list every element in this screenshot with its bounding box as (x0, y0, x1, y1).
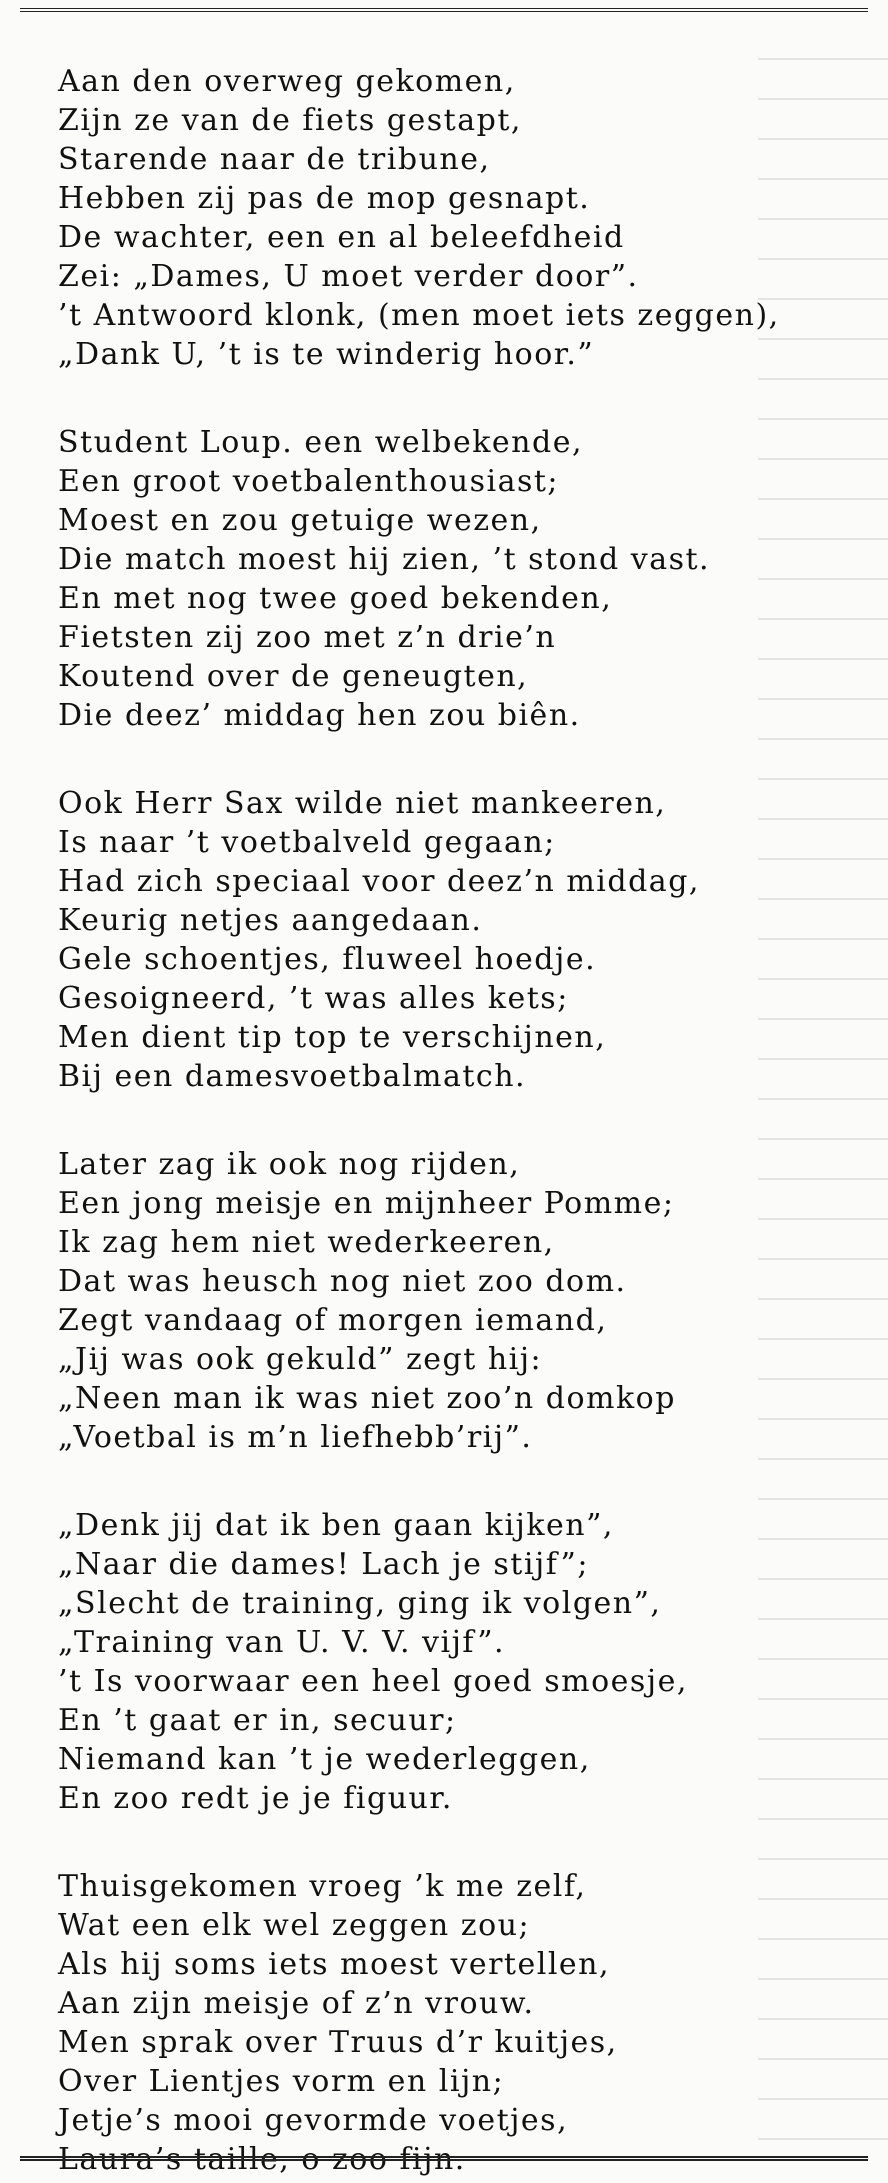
poem-line: „Denk jij dat ik ben gaan kijken”, (58, 1508, 614, 1543)
poem-line: Gesoigneerd, ’t was alles kets; (58, 981, 569, 1016)
poem-line: Moest en zou getuige wezen, (58, 503, 542, 538)
poem-line: Wat een elk wel zeggen zou; (58, 1908, 531, 1943)
poem-line: Jetje’s mooi gevormde voetjes, (58, 2103, 569, 2138)
poem-line: Aan den overweg gekomen, (58, 64, 516, 99)
poem-line: Een groot voetbalenthousiast; (58, 464, 560, 499)
poem-line: Aan zijn meisje of z’n vrouw. (58, 1986, 535, 2021)
poem-line: Hebben zij pas de mop gesnapt. (58, 181, 591, 216)
poem-line: Men dient tip top te verschijnen, (58, 1020, 607, 1055)
stanza (58, 1506, 858, 1818)
stanza (58, 423, 858, 735)
poem-line: „Neen man ik was niet zoo’n domkop (58, 1381, 676, 1416)
stanza (58, 1867, 858, 2179)
poem-line: „Training van U. V. V. vijf”. (58, 1625, 506, 1660)
poem-line: Later zag ik ook nog rijden, (58, 1147, 521, 1182)
poem (58, 62, 858, 2179)
poem-line: Gele schoentjes, fluweel hoedje. (58, 942, 597, 977)
stanza (58, 62, 858, 374)
poem-line: Bij een damesvoetbalmatch. (58, 1059, 527, 1094)
stanza (58, 1145, 858, 1457)
poem-line: Als hij soms iets moest vertellen, (58, 1947, 611, 1982)
poem-line: Over Lientjes vorm en lijn; (58, 2064, 505, 2099)
poem-line: „Dank U, ’t is te winderig hoor.” (58, 337, 595, 372)
poem-line: Student Loup. een welbekende, (58, 425, 583, 460)
poem-line: Is naar ’t voetbalveld gegaan; (58, 825, 556, 860)
poem-line: Niemand kan ’t je wederleggen, (58, 1742, 591, 1777)
poem-line: En met nog twee goed bekenden, (58, 581, 613, 616)
poem-line: „Jij was ook gekuld” zegt hij: (58, 1342, 543, 1377)
poem-line: Laura’s taille, o zoo fijn. (58, 2142, 466, 2177)
poem-line: En ’t gaat er in, secuur; (58, 1703, 457, 1738)
poem-line: „Slecht de training, ging ik volgen”, (58, 1586, 662, 1621)
poem-line: Starende naar de tribune, (58, 142, 491, 177)
poem-line: De wachter, een en al beleefdheid (58, 220, 625, 255)
poem-line: Dat was heusch nog niet zoo dom. (58, 1264, 627, 1299)
poem-line: ’t Antwoord klonk, (men moet iets zeggen), (58, 298, 780, 333)
poem-line: En zoo redt je je figuur. (58, 1781, 453, 1816)
poem-line: Koutend over de geneugten, (58, 659, 529, 694)
top-rule (20, 8, 868, 12)
poem-line: Men sprak over Truus d’r kuitjes, (58, 2025, 618, 2060)
poem-line: ’t Is voorwaar een heel goed smoesje, (58, 1664, 688, 1699)
poem-line: Zijn ze van de fiets gestapt, (58, 103, 522, 138)
bottom-rule (20, 2156, 868, 2161)
poem-line: Zei: „Dames, U moet verder door”. (58, 259, 639, 294)
poem-line: „Naar die dames! Lach je stijf”; (58, 1547, 589, 1582)
poem-line: Ik zag hem niet wederkeeren, (58, 1225, 555, 1260)
poem-line: Zegt vandaag of morgen iemand, (58, 1303, 608, 1338)
poem-line: Had zich speciaal voor deez’n middag, (58, 864, 700, 899)
poem-line: Die deez’ middag hen zou biên. (58, 698, 581, 733)
poem-line: Keurig netjes aangedaan. (58, 903, 483, 938)
poem-line: Fietsten zij zoo met z’n drie’n (58, 620, 557, 655)
stanza (58, 784, 858, 1096)
poem-line: Thuisgekomen vroeg ’k me zelf, (58, 1869, 587, 1904)
poem-line: Ook Herr Sax wilde niet mankeeren, (58, 786, 667, 821)
poem-line: Die match moest hij zien, ’t stond vast. (58, 542, 711, 577)
poem-line: „Voetbal is m’n liefhebb’rij”. (58, 1420, 533, 1455)
poem-line: Een jong meisje en mijnheer Pomme; (58, 1186, 675, 1221)
